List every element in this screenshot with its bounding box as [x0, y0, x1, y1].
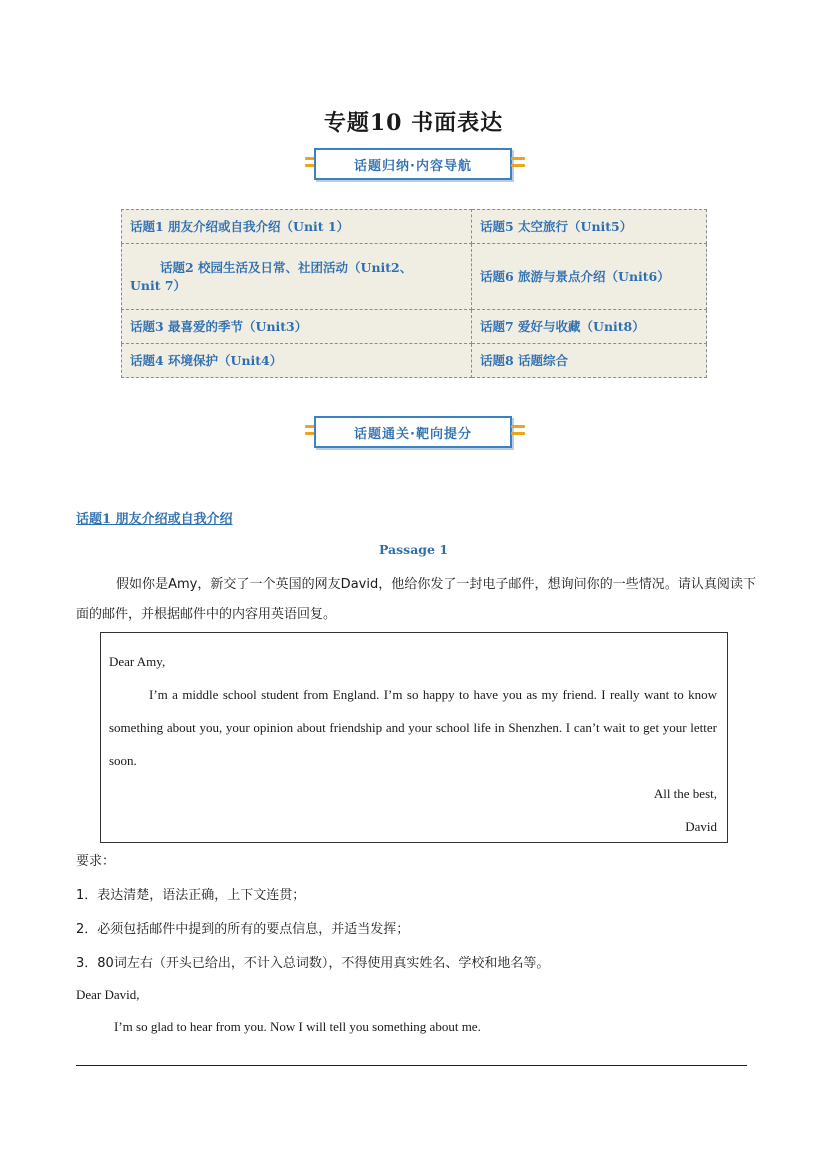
letter-greeting: Dear Amy,	[109, 654, 166, 669]
requirement-item: 1．表达清楚，语法正确，上下文连贯；	[76, 888, 306, 903]
banner-label: 话题通关·靶向提分	[314, 416, 512, 448]
topic-cell: 话题7 爱好与收藏（Unit8）	[472, 310, 707, 344]
banner-label: 话题归纳·内容导航	[314, 148, 512, 180]
passage-title: Passage 1	[378, 542, 449, 557]
requirements	[76, 845, 756, 981]
letter-signature: David	[685, 819, 717, 834]
topic-cell: 话题1 朋友介绍或自我介绍（Unit 1）	[122, 210, 472, 244]
banner-practice	[305, 416, 525, 452]
answer-writing-line[interactable]	[76, 1065, 747, 1066]
requirement-item: 3．80词左右（开头已给出，不计入总词数），不得使用真实姓名、学校和地名等。	[76, 956, 550, 971]
topic-cell	[122, 244, 472, 310]
requirement-item: 2．必须包括邮件中提到的所有的要点信息，并适当发挥；	[76, 922, 410, 937]
letter-body: I’m a middle school student from England. I’m so happy to have you as my friend. I really want to know something about you, your opinion about friendship and your school life in Shenzhen. I can’t wait to get your letter soon.	[109, 687, 717, 768]
answer-opening: I’m so glad to hear from you. Now I will tell you something about me.	[114, 1019, 481, 1034]
answer-salutation: Dear David,	[76, 987, 140, 1002]
topic-cell-line: Unit 7）	[130, 277, 187, 293]
requirements-heading: 要求：	[76, 854, 116, 869]
topic-cell: 话题4 环境保护（Unit4）	[122, 344, 472, 378]
task-intro: 假如你是Amy，新交了一个英国的网友David，他给你发了一封电子邮件，想询问你的一些情况。请认真阅读下面的邮件，并根据邮件中的内容用英语回复。	[76, 577, 756, 622]
section-heading: 话题1 朋友介绍或自我介绍	[76, 512, 233, 527]
topic-cell-line: 话题2 校园生活及日常、社团活动（Unit2、	[160, 259, 413, 275]
topic-cell: 话题5 太空旅行（Unit5）	[472, 210, 707, 244]
banner-nav	[305, 148, 525, 184]
topic-cell: 话题3 最喜爱的季节（Unit3）	[122, 310, 472, 344]
equals-mark-icon	[511, 157, 525, 171]
letter-closing: All the best,	[653, 786, 717, 801]
page-title: 专题10 书面表达	[323, 110, 504, 136]
topic-table	[121, 209, 707, 378]
topic-cell: 话题8 话题综合	[472, 344, 707, 378]
topic-cell: 话题6 旅游与景点介绍（Unit6）	[472, 244, 707, 310]
email-letter-box	[100, 632, 728, 843]
equals-mark-icon	[511, 425, 525, 439]
